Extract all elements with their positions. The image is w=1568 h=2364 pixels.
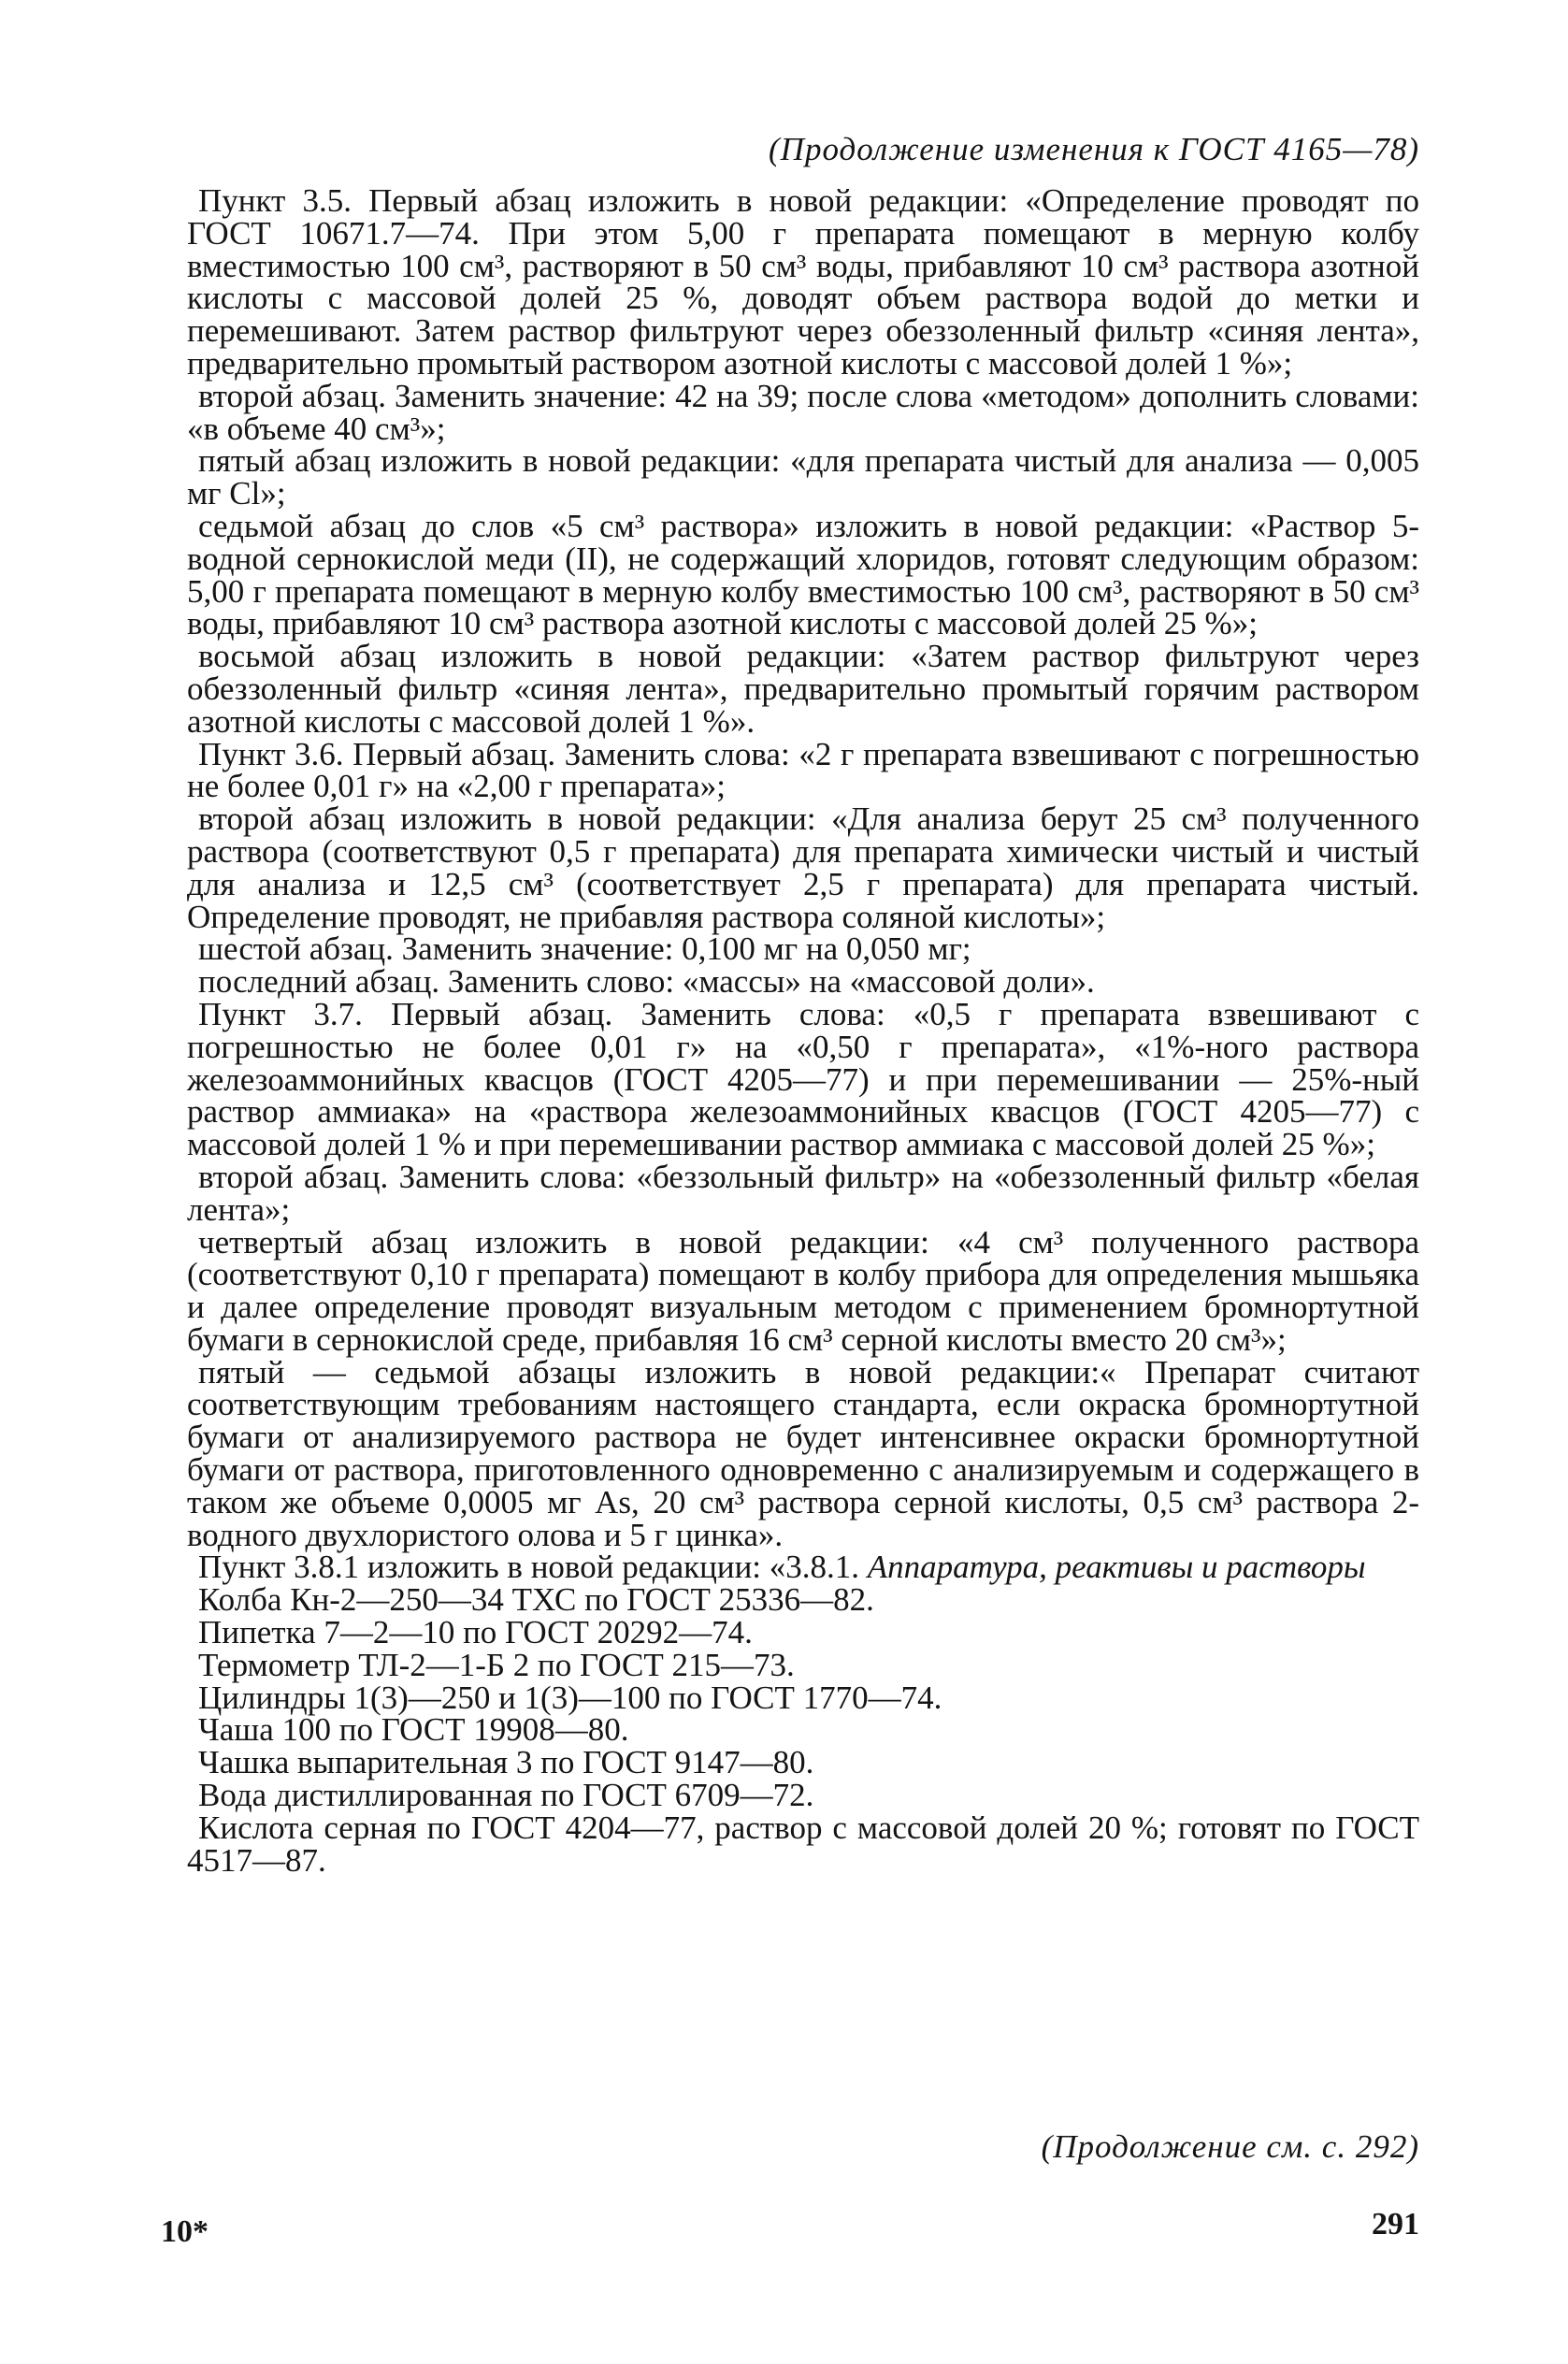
paragraph-3-5-second: второй абзац. Заменить значение: 42 на 39; после слова «методом» дополнить словами: «в объеме 40 см³»;: [187, 377, 1419, 447]
list-item: Кислота серная по ГОСТ 4204—77, раствор с массовой долей 20 %; готовят по ГОСТ 4517—87.: [187, 1809, 1419, 1879]
page-number: 291: [1372, 2207, 1419, 2241]
list-item: Вода дистиллированная по ГОСТ 6709—72.: [198, 1777, 814, 1814]
list-item: Термометр ТЛ-2—1-Б 2 по ГОСТ 215—73.: [198, 1646, 795, 1683]
paragraph-3-6-last: последний абзац. Заменить слово: «массы» на «массовой доли».: [198, 963, 1095, 1001]
paragraph-3-5-fifth: пятый абзац изложить в новой редакции: «для препарата чистый для анализа — 0,005 мг Cl»;: [187, 442, 1419, 512]
punkt-3-8-1-lead: Пункт 3.8.1 изложить в новой редакции: «3.8.1.: [198, 1549, 868, 1586]
paragraph-3-7-fourth: четвертый абзац изложить в новой редакции: «4 см³ полученного раствора (соответствуют 0,10 г препарата) помещают в колбу прибора для определения мышьяка и далее определение проводят визуальным методом с применением бромнортутной бумаги в сернокислой среде, прибавляя 16 см³ серной кислоты вместо 20 см³»;: [187, 1223, 1419, 1358]
paragraph-punkt-3-6: Пункт 3.6. Первый абзац. Заменить слова: «2 г препарата взвешивают с погрешностью не более 0,01 г» на «2,00 г препарата»;: [187, 735, 1419, 805]
paragraph-3-7-second: второй абзац. Заменить слова: «беззольный фильтр» на «обеззоленный фильтр «белая лента»;: [187, 1158, 1419, 1228]
signature-mark: 10*: [161, 2214, 209, 2249]
list-item: Чаша 100 по ГОСТ 19908—80.: [198, 1711, 629, 1749]
paragraph-3-5-seventh: седьмой абзац до слов «5 см³ раствора» изложить в новой редакции: «Раствор 5-водной сернокислой меди (II), не содержащий хлоридов, готовят следующим образом: 5,00 г препарата помещают в мерную колбу вместимостью 100 см³, растворяют в 50 см³ воды, прибавляют 10 см³ раствора азотной кислоты с массовой долей 25 %»;: [187, 507, 1419, 642]
paragraph-punkt-3-8-1: [187, 1551, 1419, 1584]
paragraph-punkt-3-7: Пункт 3.7. Первый абзац. Заменить слова: «0,5 г препарата взвешивают с погрешностью не более 0,01 г» на «0,50 г препарата», «1%-ного раствора железоаммонийных квасцов (ГОСТ 4205—77) и при перемешивании — 25%-ный раствор аммиака» на «раствора железоаммонийных квасцов (ГОСТ 4205—77) с массовой долей 1 % и при перемешивании раствор аммиака с массовой долей 25 %»;: [187, 995, 1419, 1163]
punkt-3-8-1-title: Аппаратура, реактивы и растворы: [867, 1549, 1366, 1586]
paragraph-3-6-sixth: шестой абзац. Заменить значение: 0,100 мг на 0,050 мг;: [198, 930, 971, 968]
continuation-footer: (Продолжение см. с. 292): [1041, 2128, 1419, 2165]
document-body: [187, 182, 1419, 1879]
list-item: Цилиндры 1(3)—250 и 1(3)—100 по ГОСТ 1770—74.: [198, 1679, 942, 1716]
list-item: Пипетка 7—2—10 по ГОСТ 20292—74.: [198, 1614, 753, 1651]
list-item: Чашка выпарительная 3 по ГОСТ 9147—80.: [198, 1744, 814, 1781]
paragraph-punkt-3-5: Пункт 3.5. Первый абзац изложить в новой редакции: «Определение проводят по ГОСТ 10671.7—74. При этом 5,00 г препарата помещают в мерную колбу вместимостью 100 см³, растворяют в 50 см³ воды, прибавляют 10 см³ раствора азотной кислоты с массовой долей 25 %, доводят объем раствора водой до метки и перемешивают. Затем раствор фильтруют через обеззоленный фильтр «синяя лента», предварительно промытый раствором азотной кислоты с массовой долей 1 %»;: [187, 182, 1419, 382]
paragraph-3-7-fifth-seventh: пятый — седьмой абзацы изложить в новой редакции:« Препарат считают соответствующим требованиям настоящего стандарта, если окраска бромнортутной бумаги от анализируемого раствора не будет интенсивнее окраски бромнортутной бумаги от раствора, приготовленного одновременно с анализируемым и содержащего в таком же объеме 0,0005 мг As, 20 см³ раствора серной кислоты, 0,5 см³ раствора 2-водного двухлористого олова и 5 г цинка».: [187, 1353, 1419, 1553]
continuation-header: (Продолжение изменения к ГОСТ 4165—78): [769, 131, 1419, 167]
paragraph-3-6-second: второй абзац изложить в новой редакции: «Для анализа берут 25 см³ полученного раствора (соответствуют 0,5 г препарата) для препарата химически чистый и чистый для анализа и 12,5 см³ (соответствует 2,5 г препарата) для препарата чистый. Определение проводят, не прибавляя раствора соляной кислоты»;: [187, 800, 1419, 935]
list-item: Колба Кн-2—250—34 ТХС по ГОСТ 25336—82.: [198, 1581, 874, 1619]
paragraph-3-5-eighth: восьмой абзац изложить в новой редакции: «Затем раствор фильтруют через обеззоленный фильтр «синяя лента», предварительно промытый горячим раствором азотной кислоты с массовой долей 1 %».: [187, 638, 1419, 740]
